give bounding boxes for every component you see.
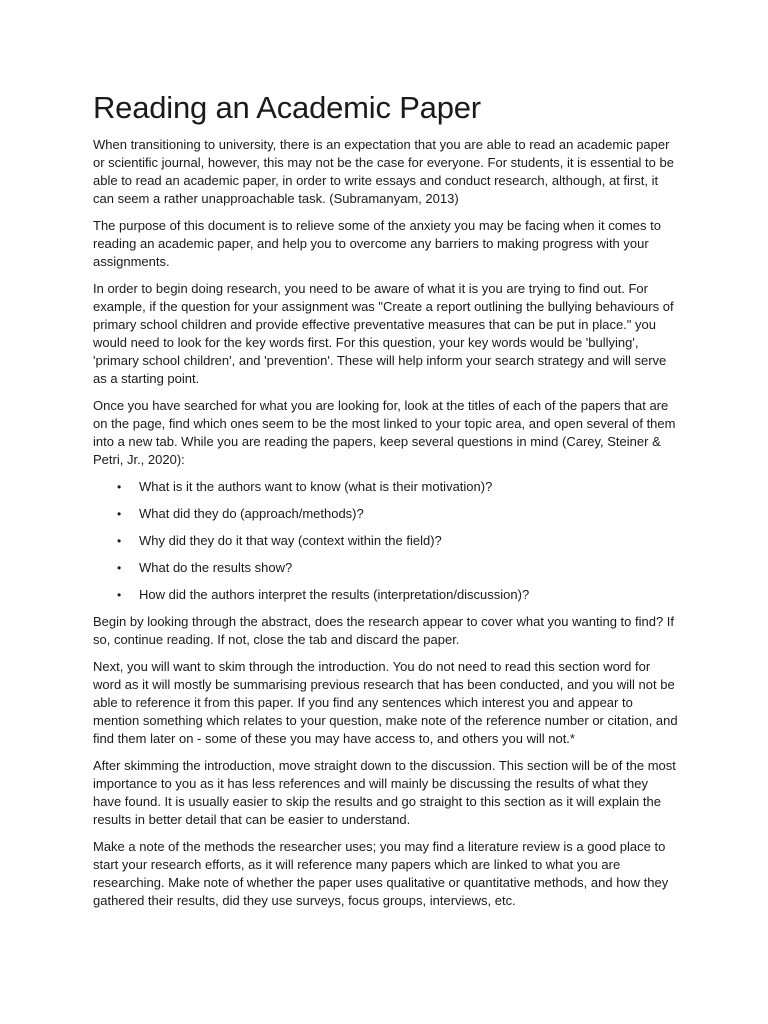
discussion-paragraph: After skimming the introduction, move straight down to the discussion. This section will be of the most importance to you as it has less references and will mainly be discussing the results of what they have found. It is usually easier to skip the results and go straight to this section as it will explain the results in better detail that can be easier to understand. bbox=[93, 758, 676, 827]
bullet-icon: • bbox=[117, 534, 122, 548]
list-item-text: What did they do (approach/methods)? bbox=[139, 506, 364, 521]
bullet-icon: • bbox=[117, 588, 122, 602]
intro-paragraph: When transitioning to university, there is an expectation that you are able to read an academic paper or scientific journal, however, this may not be the case for everyone. For students, it is essential to be able to read an academic paper, in order to write essays and conduct research, although, at first, it can seem a rather unapproachable task. (Subramanyam, 2013) bbox=[93, 137, 674, 206]
list-item-text: What do the results show? bbox=[139, 560, 293, 575]
list-item bbox=[117, 478, 678, 496]
questions-list bbox=[93, 478, 678, 604]
introduction-paragraph: Next, you will want to skim through the introduction. You do not need to read this section word for word as it will mostly be summarising previous research that has been conducted, and you will not be able to reference it from this paper. If you find any sentences which interest you and appear to mention something which relates to your question, make note of the reference number or citation, and find them later on - some of these you may have access to, and others you will not.* bbox=[93, 659, 678, 746]
page-title: Reading an Academic Paper bbox=[93, 90, 481, 125]
list-item-text: Why did they do it that way (context within the field)? bbox=[139, 533, 442, 548]
bullet-icon: • bbox=[117, 561, 122, 575]
list-item-text: What is it the authors want to know (what is their motivation)? bbox=[139, 479, 493, 494]
research-paragraph: In order to begin doing research, you need to be aware of what it is you are trying to find out. For example, if the question for your assignment was "Create a report outlining the bullying behaviours of primary school children and provide effective preventative measures that can be put in place." you would need to look for the key words first. For this question, your key words would be 'bullying', 'primary school children', and 'prevention'. These will help inform your search strategy and will serve as a starting point. bbox=[93, 281, 674, 386]
bullet-icon: • bbox=[117, 507, 122, 521]
searching-paragraph: Once you have searched for what you are looking for, look at the titles of each of the papers that are on the page, find which ones seem to be the most linked to your topic area, and open several of them into a new tab. While you are reading the papers, keep several questions in mind (Carey, Steiner & Petri, Jr., 2020): bbox=[93, 398, 676, 467]
purpose-paragraph: The purpose of this document is to relieve some of the anxiety you may be facing when it comes to reading an academic paper, and help you to overcome any barriers to making progress with your assignments. bbox=[93, 218, 661, 269]
list-item bbox=[117, 532, 678, 550]
list-item-text: How did the authors interpret the results (interpretation/discussion)? bbox=[139, 587, 530, 602]
methods-paragraph: Make a note of the methods the researcher uses; you may find a literature review is a good place to start your research efforts, as it will reference many papers which are linked to what you are researching. Make note of whether the paper uses qualitative or quantitative methods, and how they gathered their results, did they use surveys, focus groups, interviews, etc. bbox=[93, 839, 669, 908]
list-item bbox=[117, 586, 678, 604]
bullet-icon: • bbox=[117, 480, 122, 494]
list-item bbox=[117, 505, 678, 523]
abstract-paragraph: Begin by looking through the abstract, does the research appear to cover what you wanting to find? If so, continue reading. If not, close the tab and discard the paper. bbox=[93, 614, 675, 647]
document-page bbox=[93, 88, 678, 919]
list-item bbox=[117, 559, 678, 577]
